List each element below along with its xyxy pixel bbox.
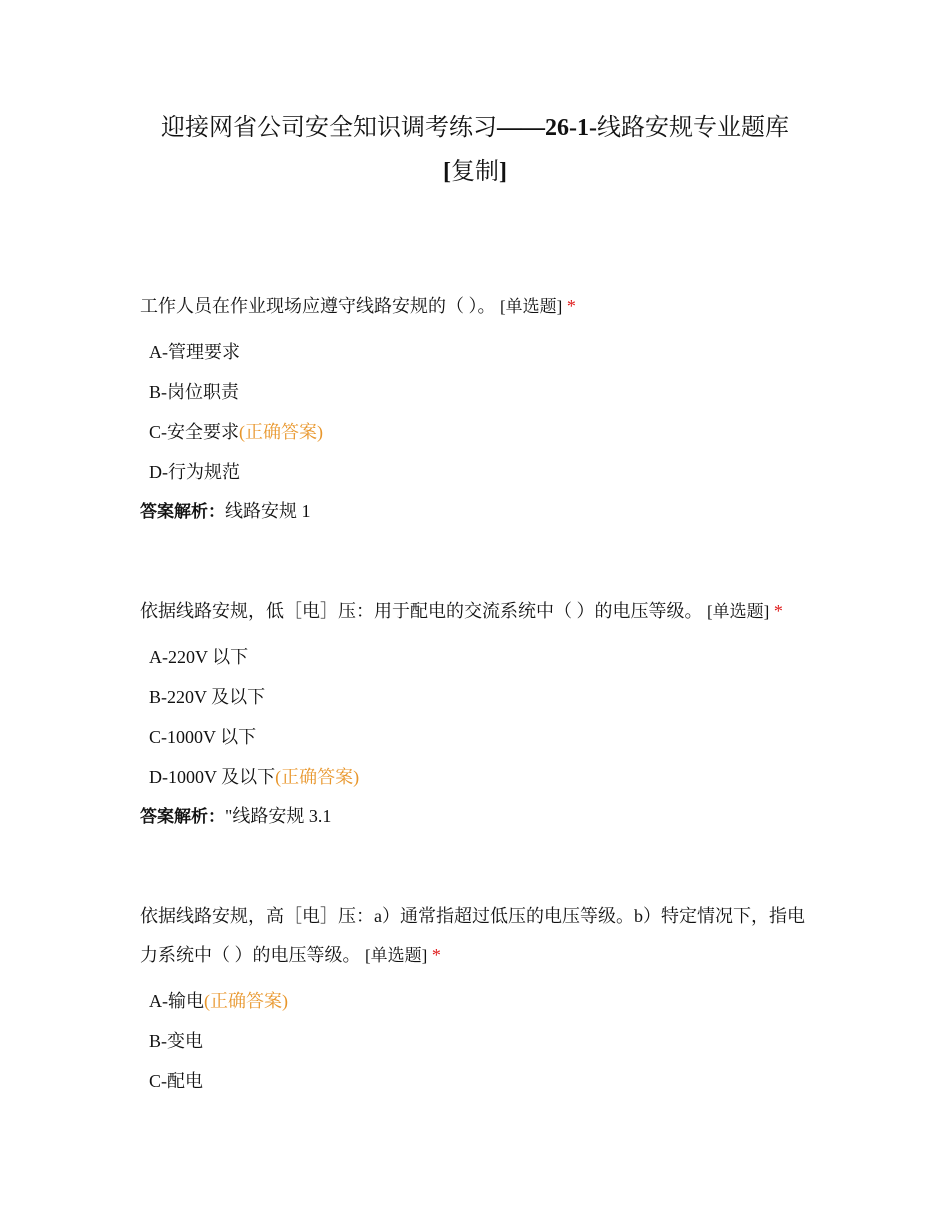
question-stem: 工作人员在作业现场应遵守线路安规的（ ）。 <box>140 296 496 316</box>
analysis-text: "线路安规 3.1 <box>225 806 332 826</box>
option-label: B-220V 及以下 <box>149 687 266 707</box>
title-suffix: 线路安规专业题库 <box>596 115 789 141</box>
title-copy: 复制 <box>451 159 499 185</box>
question-stem: 依据线路安规，高［电］压：a）通常指超过低压的电压等级。b）特定情况下，指电力系统中（ ）的电压等级。 <box>140 906 805 965</box>
correct-answer-marker: (正确答案) <box>275 767 360 787</box>
required-mark: * <box>773 601 783 621</box>
option-label: D-1000V 及以下 <box>149 767 276 787</box>
option-d <box>140 757 812 797</box>
option-b <box>140 677 812 717</box>
question-type-tag: [单选题] <box>500 297 563 316</box>
option-a <box>140 637 812 677</box>
option-b <box>140 372 812 412</box>
option-list <box>140 637 812 797</box>
option-label: A-管理要求 <box>149 342 240 362</box>
answer-analysis <box>140 492 812 531</box>
question-type-tag: [单选题] <box>707 602 770 621</box>
analysis-label: 答案解析： <box>140 807 225 827</box>
question-3 <box>140 897 812 1101</box>
question-text <box>140 592 812 631</box>
option-c <box>140 717 812 757</box>
correct-answer-marker: (正确答案) <box>239 422 323 442</box>
question-1 <box>140 287 812 531</box>
question-text <box>140 287 812 326</box>
title-prefix: 迎接网省公司安全知识调考练习 <box>161 115 497 141</box>
question-text <box>140 897 812 975</box>
option-label: C-安全要求 <box>149 422 239 442</box>
question-type-tag: [单选题] <box>365 946 428 965</box>
answer-analysis <box>140 797 812 836</box>
option-a <box>140 332 812 372</box>
option-label: B-岗位职责 <box>149 382 239 402</box>
document-title <box>140 106 810 194</box>
analysis-text: 线路安规 1 <box>225 501 311 521</box>
option-list <box>140 981 812 1101</box>
analysis-label: 答案解析： <box>140 502 225 522</box>
title-bracket-open: [ <box>443 159 451 185</box>
title-bracket-close: ] <box>499 159 507 185</box>
option-c <box>140 412 812 452</box>
option-label: B-变电 <box>149 1031 203 1051</box>
option-d <box>140 452 812 492</box>
correct-answer-marker: (正确答案) <box>204 991 288 1011</box>
question-2 <box>140 592 812 836</box>
option-label: C-1000V 以下 <box>149 727 257 747</box>
option-label: D-行为规范 <box>149 462 240 482</box>
required-mark: * <box>566 296 576 316</box>
option-b <box>140 1021 812 1061</box>
option-label: A-220V 以下 <box>149 647 249 667</box>
option-list <box>140 332 812 492</box>
required-mark: * <box>431 945 441 965</box>
option-label: A-输电 <box>149 991 204 1011</box>
question-stem: 依据线路安规，低［电］压：用于配电的交流系统中（ ）的电压等级。 <box>140 601 703 621</box>
option-a <box>140 981 812 1021</box>
option-label: C-配电 <box>149 1071 203 1091</box>
title-number: ——26-1- <box>497 115 597 141</box>
option-c <box>140 1061 812 1101</box>
